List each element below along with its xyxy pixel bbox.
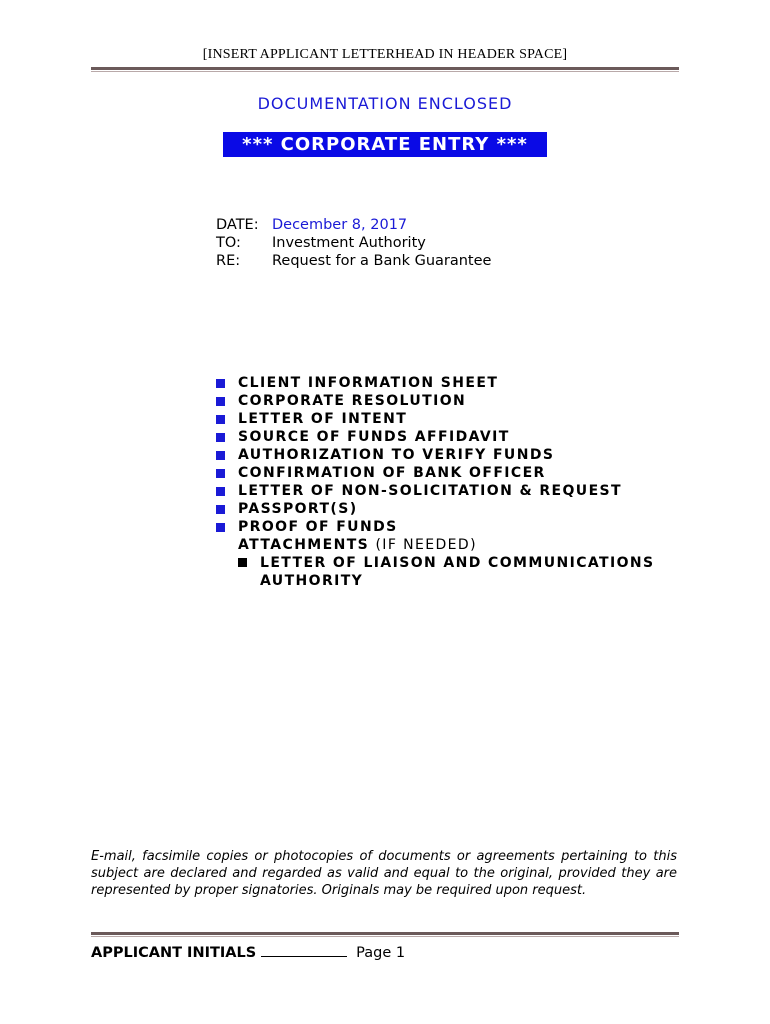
re-label: RE: [216,253,241,269]
applicant-initials-label: APPLICANT INITIALS [91,945,257,961]
disclaimer-text: E-mail, facsimile copies or photocopies of documents or agreements pertaining to this subject are declared and regarded as valid and equal to the original, provided they are represented by proper signatories. Originals may be required upon request. [91,849,677,898]
footer-rule [91,932,679,937]
list-item-label: CORPORATE RESOLUTION [238,393,467,409]
square-bullet-icon [216,487,225,496]
attachments-heading [216,536,654,554]
list-item [216,500,654,518]
attachments-list [216,554,655,589]
date-label: DATE: [216,217,259,233]
list-item-label: SOURCE OF FUNDS AFFIDAVIT [238,429,510,445]
list-item [216,410,654,428]
square-bullet-icon [216,523,225,532]
list-item-label: LETTER OF NON-SOLICITATION & REQUEST [238,483,622,499]
attachment-line-1: LETTER OF LIAISON AND COMMUNICATIONS [260,555,655,571]
to-label: TO: [216,235,241,251]
list-item [216,464,654,482]
square-bullet-icon [216,415,225,424]
corporate-entry-banner: *** CORPORATE ENTRY *** [223,132,547,157]
list-item [216,518,654,536]
document-title: DOCUMENTATION ENCLOSED [257,94,513,113]
list-item-label: PROOF OF FUNDS [238,519,398,535]
memo-header [216,216,491,270]
letterhead-placeholder: [INSERT APPLICANT LETTERHEAD IN HEADER SPACE] [202,47,568,62]
list-item [216,428,654,446]
list-item [216,392,654,410]
list-item-label: AUTHORIZATION TO VERIFY FUNDS [238,447,555,463]
list-item-label: LETTER OF INTENT [238,411,408,427]
square-bullet-icon [216,469,225,478]
re-value: Request for a Bank Guarantee [272,253,492,269]
list-item [238,554,655,589]
list-item-label: PASSPORT(S) [238,501,358,517]
list-item-label: CLIENT INFORMATION SHEET [238,375,499,391]
attachment-line-2: AUTHORITY [260,573,364,589]
page-number: Page 1 [356,945,406,961]
list-item-label: CONFIRMATION OF BANK OFFICER [238,465,546,481]
list-item [216,374,654,392]
square-bullet-icon [216,379,225,388]
attachments-label: ATTACHMENTS [238,537,370,553]
to-value: Investment Authority [272,235,426,251]
to-row [216,234,491,252]
enclosure-list [216,374,655,589]
square-bullet-icon [216,451,225,460]
list-item [216,446,654,464]
initials-blank-line [261,942,347,957]
square-bullet-icon [238,558,247,567]
re-row [216,252,491,270]
date-value: December 8, 2017 [272,217,408,233]
header-rule [91,67,679,72]
square-bullet-icon [216,397,225,406]
square-bullet-icon [216,433,225,442]
footer [91,942,405,961]
list-item-label [260,554,654,590]
attachments-note: (IF NEEDED) [375,537,477,553]
date-row [216,216,491,234]
square-bullet-icon [216,505,225,514]
list-item [216,482,654,500]
